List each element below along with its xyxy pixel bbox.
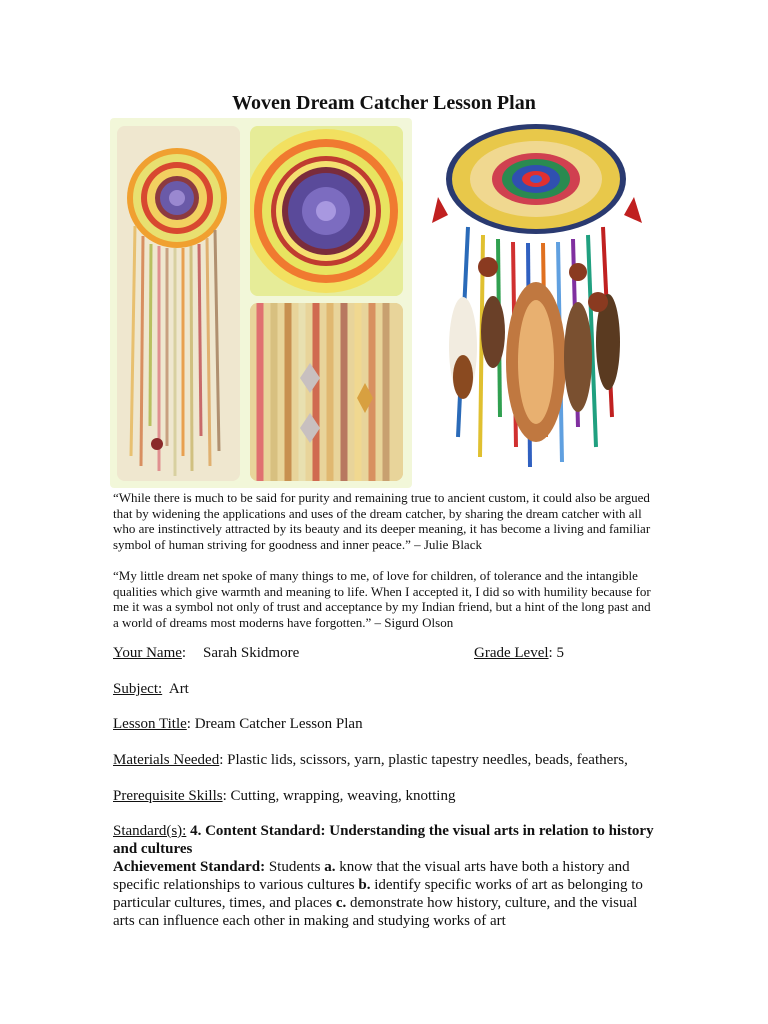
item-c-label: c. [335,895,347,911]
subject-label: Subject: [113,681,163,697]
grade-level-label: Grade Level [474,645,549,661]
achievement-standard-label: Achievement Standard: [113,859,266,875]
item-a-text: know that the visual arts have both a history and specific relationships to various cultures [113,859,630,893]
subject [113,680,189,698]
dream-catcher-strands-illustration [250,303,403,481]
name-value: Sarah Skidmore [203,645,300,661]
grade-level: Grade Level: 5 [474,645,564,661]
item-c-text: demonstrate how history, culture, and the visual arts can influence each other in making and studying works of art [113,895,638,929]
lesson-title-label: Lesson Title [113,716,187,732]
materials-label: Materials Needed [113,752,220,768]
standard-label: Standard(s): [113,823,187,839]
page-title: Woven Dream Catcher Lesson Plan [232,92,536,114]
name-label: Your Name: [113,645,187,661]
materials-needed: Materials Needed: Plastic lids, scissors, yarn, plastic tapestry needles, beads, feathers, [113,752,628,768]
materials-value: Plastic lids, scissors, yarn, plastic tapestry needles, beads, feathers, [227,752,628,768]
prereq-label: Prerequisite Skills [113,788,223,804]
item-b-text: identify specific works of art as belonging to particular cultures, times, and places [113,877,643,911]
dream-catcher-illustration [117,126,240,481]
item-a-label: a. [324,859,336,875]
lesson-title: Lesson Title: Dream Catcher Lesson Plan [113,716,363,732]
dream-catcher-photo-strands [250,303,403,481]
dream-catcher-photo-closeup [250,126,403,296]
dream-catcher-feathers-illustration [428,117,645,489]
dream-catcher-photo-feathers [428,117,645,489]
content-standard: 4. Content Standard: Understanding the visual arts in relation to history and cultures [113,823,654,857]
quote-julie-black: “While there is much to be said for purity and remaining true to ancient custom, it could also be argued that by widening the applications and uses of the dream catcher, by sharing the dream catcher with all who are instinctively attracted by its beauty and its deeper meaning, it has become a living and familiar symbol of human striving for goodness and inner peace.” – Julie Black [113,490,651,552]
standards-section [113,822,658,930]
quote-sigurd-olson: “My little dream net spoke of many things to me, of love for children, of tolerance and the intangible qualities which give warmth and meaning to life. When I accepted it, I did so with humility because for me it was a symbol not only of trust and acceptance by my Indian friend, but a hint of the long past and a world of dreams most moderns have forgotten.” – Sigurd Olson [113,568,651,630]
item-b-label: b. [358,877,371,893]
prerequisite-skills: Prerequisite Skills: Cutting, wrapping, weaving, knotting [113,788,456,804]
grade-level-value: 5 [556,645,564,661]
dream-catcher-closeup-illustration [250,126,403,296]
achievement-intro: Students [268,859,321,875]
subject-value: Art [168,681,189,697]
dream-catcher-photo-tall [117,126,240,481]
lesson-title-value: Dream Catcher Lesson Plan [194,716,363,732]
prereq-value: Cutting, wrapping, weaving, knotting [230,788,456,804]
